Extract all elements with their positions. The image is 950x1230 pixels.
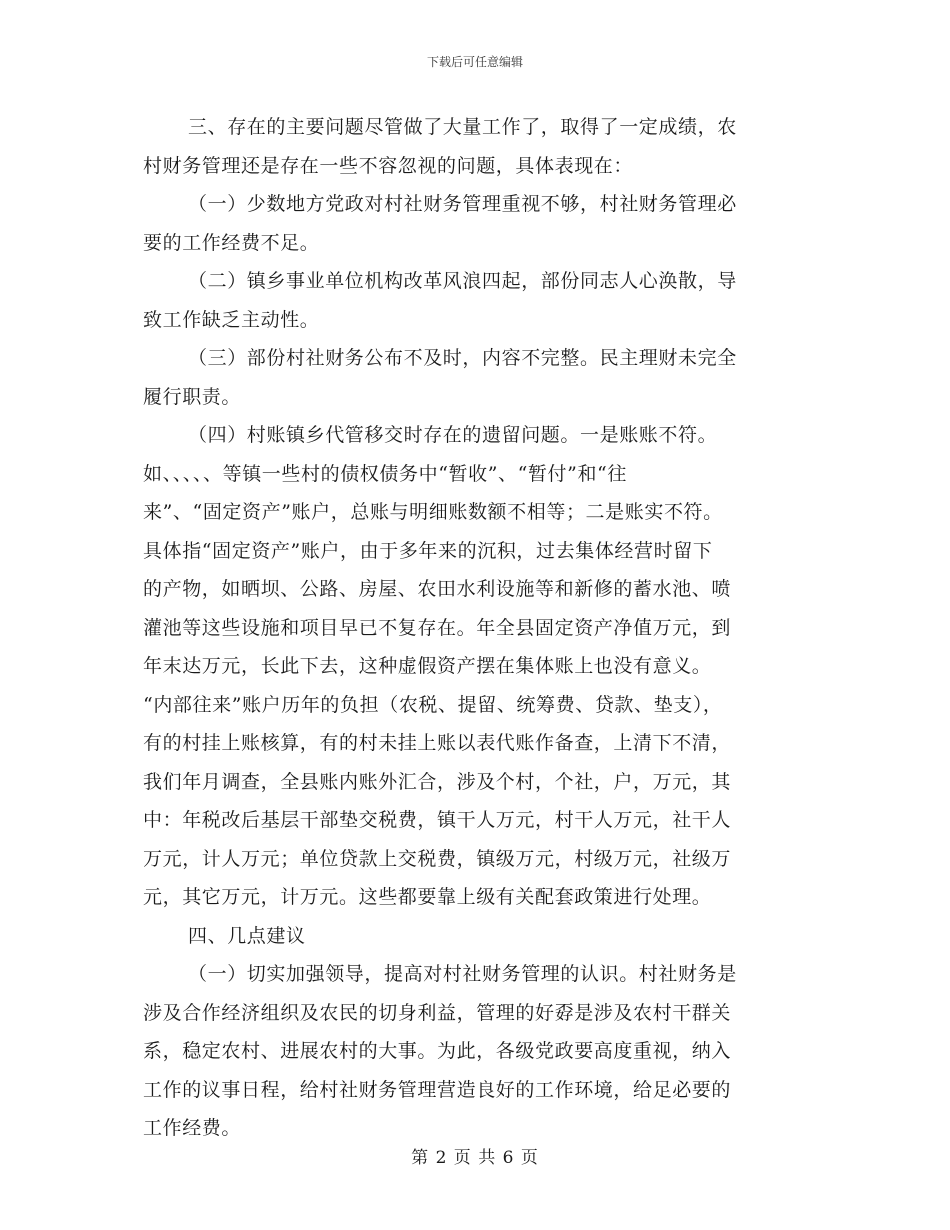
text-line: 系，稳定农村、进展农村的大事。为此，各级党政要高度重视，纳入	[143, 1040, 732, 1062]
text-line: 来”、“固定资产”账户，总账与明细账数额不相等；二是账实不符。	[143, 501, 723, 523]
text-line: 如、、、、、等镇一些村的债权债务中“暂收”、“暂付”和“往	[143, 462, 627, 485]
page-number: 第 2 页 共 6 页	[411, 1148, 539, 1168]
text-line: （四）村账镇乡代管移交时存在的遗留问题。一是账账不符。	[188, 424, 718, 446]
text-line: （三）部份村社财务公布不及时，内容不完整。民主理财未完全	[188, 347, 737, 369]
text-line: 中：年税改后基层干部垫交税费，镇干人万元，村干人万元，社干人	[143, 809, 732, 831]
text-line: 涉及合作经济组织及农民的切身利益，管理的好孬是涉及农村干群关	[143, 1001, 732, 1024]
document-body	[143, 108, 813, 1148]
text-line: 年末达万元，长此下去，这种虚假资产摆在集体账上也没有意义。	[143, 655, 712, 677]
text-line: 履行职责。	[143, 385, 242, 408]
text-line: 有的村挂上账核算，有的村未挂上账以表代账作备查，上清下不清，	[143, 732, 732, 754]
text-line: 致工作缺乏主动性。	[143, 308, 320, 331]
text-line: 的产物，如晒坝、公路、房屋、农田水利设施等和新修的蓄水池、喷	[143, 578, 732, 600]
text-line: 工作经费。	[143, 1117, 242, 1139]
text-line: 村财务管理还是存在一些不容忽视的问题，具体表现在：	[143, 154, 634, 177]
text-line: 元，其它万元，计万元。这些都要靠上级有关配套政策进行处理。	[143, 886, 712, 908]
text-line: （二）镇乡事业单位机构改革风浪四起，部份同志人心涣散，导	[188, 270, 737, 292]
text-line: （一）切实加强领导，提高对村社财务管理的认识。村社财务是	[188, 963, 737, 985]
text-line: 具体指“固定资产”账户，由于多年来的沉积，过去集体经营时留下	[143, 539, 713, 562]
text-line: “内部往来”账户历年的负担（农税、提留、统筹费、贷款、垫支），	[143, 693, 723, 716]
text-line: 我们年月调查，全县账内账外汇合，涉及个村，个社，户，万元，其	[143, 770, 732, 793]
text-line: 要的工作经费不足。	[143, 231, 320, 254]
text-line: 三、存在的主要问题尽管做了大量工作了，取得了一定成绩，农	[188, 116, 737, 138]
text-line: （一）少数地方党政对村社财务管理重视不够，村社财务管理必	[188, 193, 737, 215]
section-heading: 四、几点建议	[188, 924, 306, 947]
page-header: 下载后可任意编辑	[426, 55, 523, 69]
text-line: 万元，计人万元；单位贷款上交税费，镇级万元，村级万元，社级万	[143, 847, 732, 870]
text-line: 工作的议事日程，给村社财务管理营造良好的工作环境，给足必要的	[143, 1078, 732, 1101]
text-line: 灌池等这些设施和项目早已不复存在。年全县固定资产净值万元，到	[143, 616, 732, 639]
